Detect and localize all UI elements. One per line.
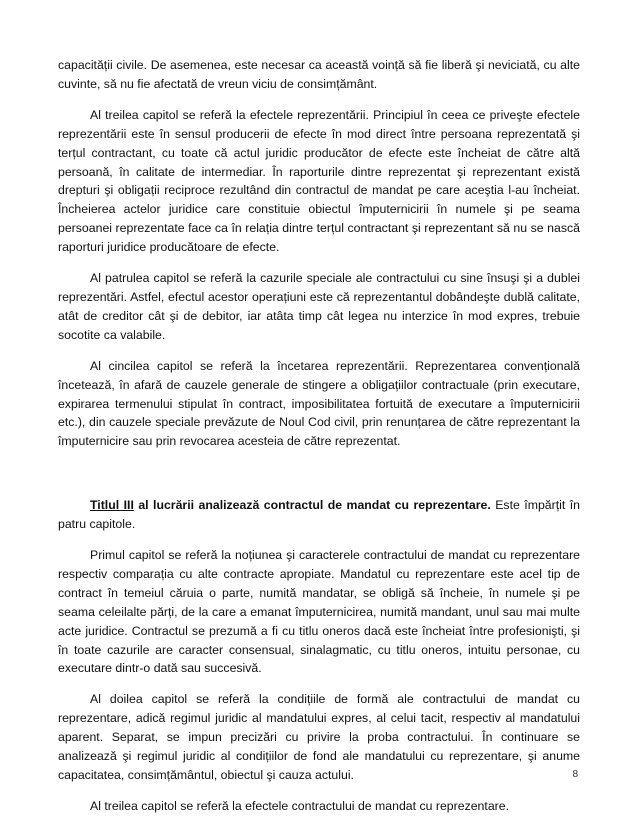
- paragraph-representation-effects: Al treilea capitol se referă la efectele reprezentării. Principiul în ceea ce priveşte efectele reprezentării este în sensul producerii de efecte în mod direct între persoana reprezentată şi terțul contractant, cu toate că actul juridic producător de efecte este încheiat de către altă persoană, în calitate de intermediar. În raporturile dintre reprezentat şi reprezentant există drepturi şi obligații reciproce rezultând din contractul de mandat pe care aceştia l-au încheiat. Încheierea actelor juridice care constituie obiectul împuternicirii în numele şi pe seama persoanei reprezentate face ca în relația dintre terțul contractant şi reprezentant să nu se nască raporturi juridice producătoare de efecte.: [58, 107, 580, 255]
- paragraph-mandate-notion: Primul capitol se referă la noțiunea şi caracterele contractului de mandat cu reprezentare respectiv comparația cu alte contracte apropiate. Mandatul cu reprezentare este acel tip de contract în temeiul căruia o parte, numită mandatar, se obligă să încheie, în numele şi pe seama celeilalte părți, de la care a emanat împuternicirea, numită mandant, unul sau mai multe acte juridice. Contractul se prezumă a fi cu titlu oneros dacă este încheiat între profesionişti, şi în toate cazurile are caracter consensual, sinalagmatic, cu titlu oneros, intuitu personae, cu executare dintr-o dată sau succesivă.: [58, 548, 580, 676]
- title-iii-heading-text: al lucrării analizează contractul de mandat cu reprezentare.: [133, 498, 491, 513]
- title-iii-reference: Titlul III: [90, 498, 134, 513]
- paragraph-mandate-effects: Al treilea capitol se referă la efectele contractului de mandat cu reprezentare.: [90, 798, 510, 813]
- section-spacer: [58, 463, 580, 496]
- paragraph-termination: Al cincilea capitol se referă la încetarea reprezentării. Reprezentarea convențională încetează, în afară de cauzele generale de stingere a obligațiilor contractuale (prin executare, expirarea termenului stipulat în contract, imposibilitatea fortuită de executare a împuternicirii etc.), din cauzele speciale prevăzute de Noul Cod civil, prin renunțarea de către reprezentant la împuternicire sau prin revocarea acesteia de către reprezentat.: [58, 358, 580, 449]
- title-iii-chapters-text: Este împărțit în patru capitole.: [58, 498, 581, 532]
- page-number: 8: [572, 769, 578, 780]
- paragraph-title-iii: [58, 496, 580, 534]
- paragraph-mandate-form: Al doilea capitol se referă la condițiile de formă ale contractului de mandat cu reprezentare, adică regimul juridic al mandatului expres, al celui tacit, respectiv al mandatului aparent. Separat, se impun precizări cu privire la proba contractului. În continuare se analizează şi regimul juridic al condițiilor de fond ale mandatului cu reprezentare, şi anume capacitatea, consimțământul, obiectul şi cauza actului.: [58, 692, 580, 782]
- paragraph-capacity: capacității civile. De asemenea, este necesar ca această voință să fie liberă şi neviciată, cu alte cuvinte, să nu fie afectată de vreun viciu de consimțământ.: [58, 58, 580, 91]
- paragraph-special-cases: Al patrulea capitol se referă la cazurile speciale ale contractului cu sine însuşi şi a dublei reprezentări. Astfel, efectul acestor operațiuni este că reprezentantul dobândeşte dublă calitate, atât de creditor cât şi de debitor, iar atâta timp cât legea nu interzice în mod expres, trebuie socotite ca valabile.: [58, 271, 580, 342]
